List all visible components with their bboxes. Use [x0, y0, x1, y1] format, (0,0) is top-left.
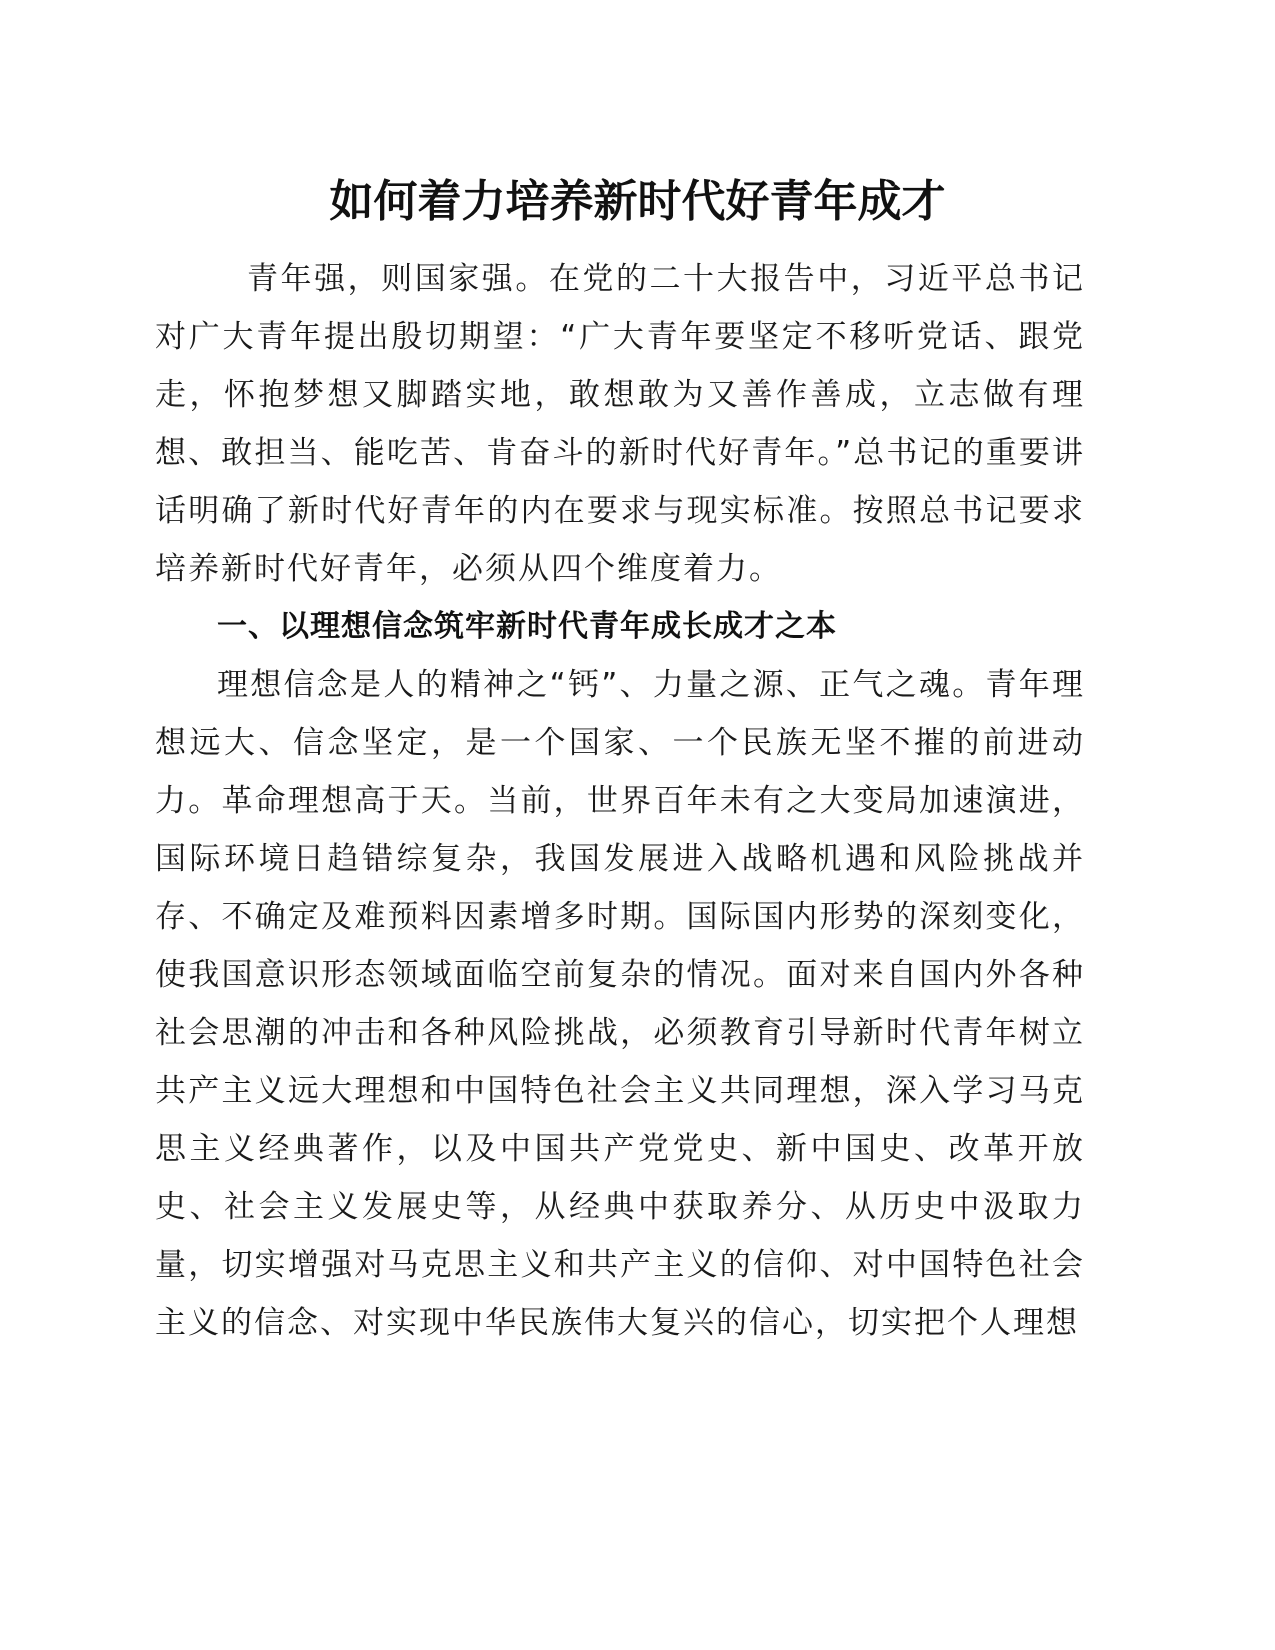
document-title: 如何着力培养新时代好青年成才 — [329, 176, 946, 227]
section-1-paragraph: 理想信念是人的精神之“钙”、力量之源、正气之魂。青年理想远大、信念坚定，是一个国家、一个民族无坚不摧的前进动力。革命理想高于天。当前，世界百年未有之大变局加速演进，国际环境日趋错综复杂，我国发展进入战略机遇和风险挑战并存、不确定及难预料因素增多时期。国际国内形势的深刻变化，使我国意识形态领域面临空前复杂的情况。面对来自国内外各种社会思潮的冲击和各种风险挑战，必须教育引导新时代青年树立共产主义远大理想和中国特色社会主义共同理想，深入学习马克思主义经典著作，以及中国共产党党史、新中国史、改革开放史、社会主义发展史等，从经典中获取养分、从历史中汲取力量，切实增强对马克思主义和共产主义的信仰、对中国特色社会主义的信念、对实现中华民族伟大复兴的信心，切实把个人理想 — [155, 667, 1085, 1341]
section-heading-1: 一、以理想信念筑牢新时代青年成长成才之本 — [217, 609, 837, 644]
document-body — [155, 250, 1085, 1352]
intro-paragraph: 青年强，则国家强。在党的二十大报告中，习近平总书记对广大青年提出殷切期望：“广大青年要坚定不移听党话、跟党走，怀抱梦想又脚踏实地，敢想敢为又善作善成，立志做有理想、敢担当、能吃苦、肯奋斗的新时代好青年。”总书记的重要讲话明确了新时代好青年的内在要求与现实标准。按照总书记要求培养新时代好青年，必须从四个维度着力。 — [155, 261, 1085, 587]
